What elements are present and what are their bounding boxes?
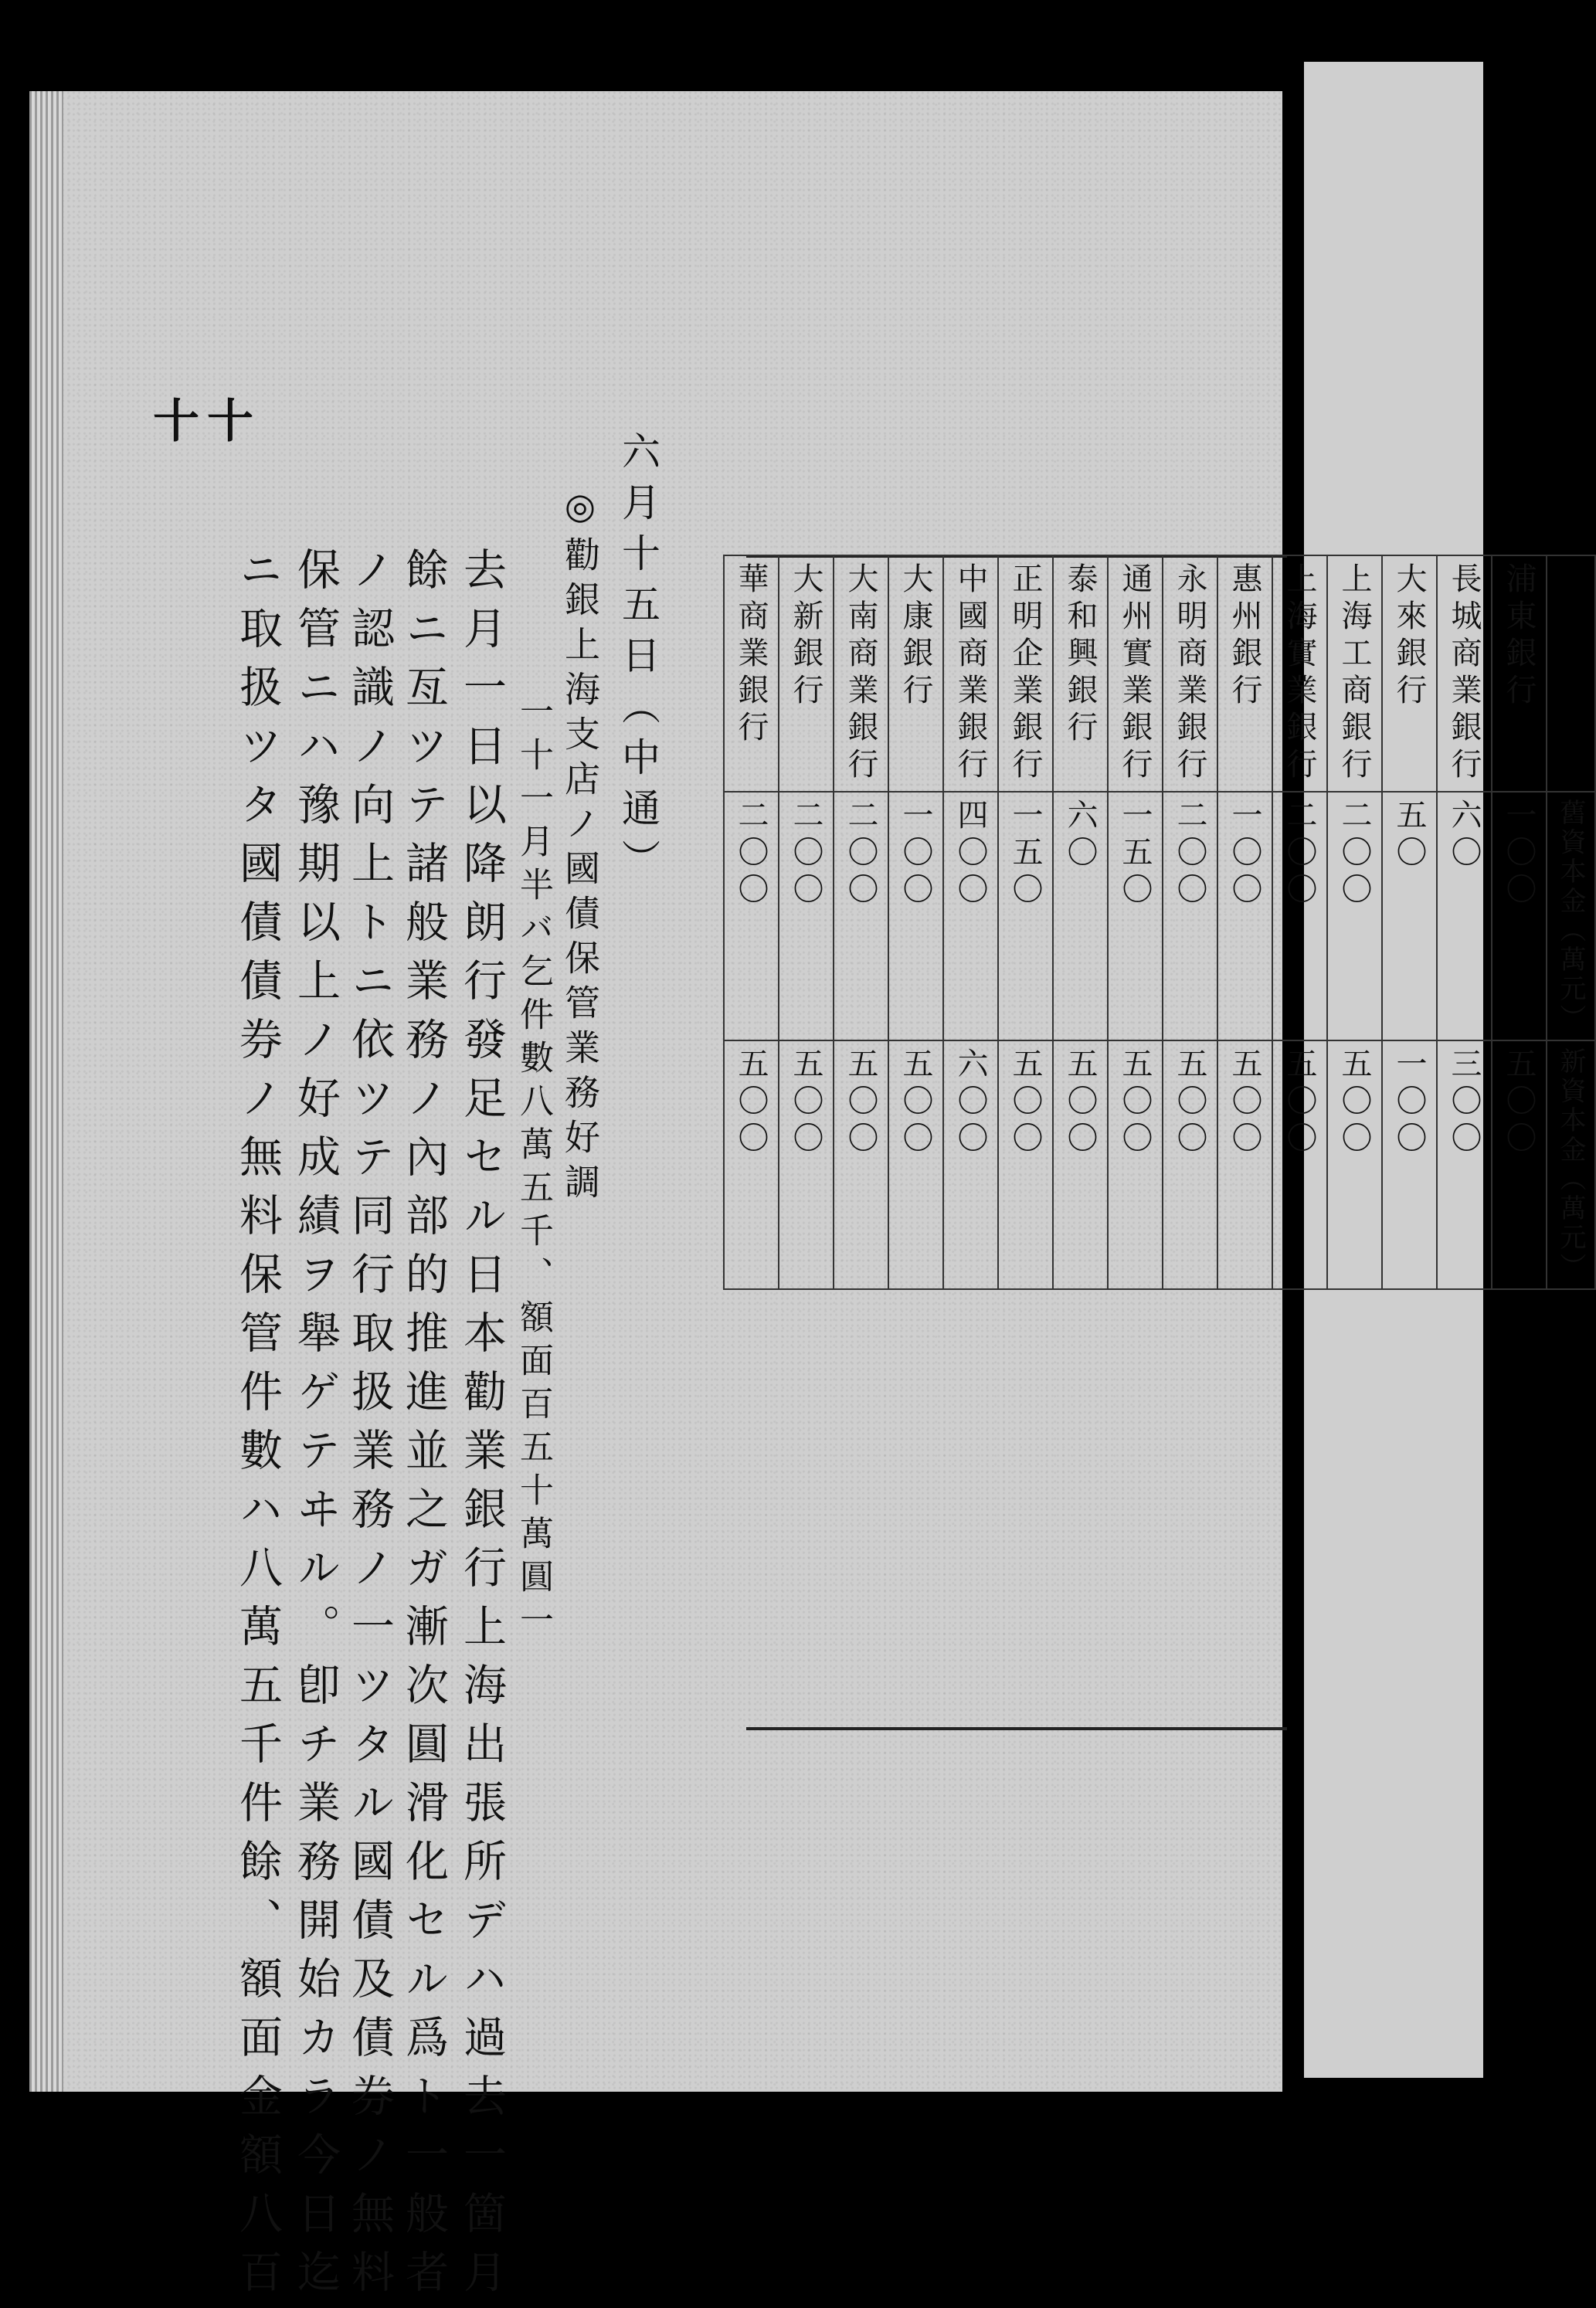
new-capital: 五〇〇 bbox=[1108, 1040, 1163, 1289]
old-capital: 一〇〇 bbox=[1217, 792, 1272, 1040]
header-old-capital: 舊資本金（萬元） bbox=[1547, 792, 1595, 1040]
new-capital: 五〇〇 bbox=[1217, 1040, 1272, 1289]
table-row bbox=[1272, 555, 1327, 1289]
new-capital: 五〇〇 bbox=[779, 1040, 834, 1289]
old-capital: 二〇〇 bbox=[834, 792, 888, 1040]
date-line: 六月十五日（中通） bbox=[616, 431, 660, 890]
table-row bbox=[1437, 555, 1492, 1289]
old-capital: 六〇 bbox=[1053, 792, 1108, 1040]
bank-name: 大新銀行 bbox=[779, 555, 834, 792]
new-capital: 五〇〇 bbox=[1053, 1040, 1108, 1289]
new-capital: 五〇〇 bbox=[1163, 1040, 1217, 1289]
new-capital: 五〇〇 bbox=[888, 1040, 943, 1289]
table-row bbox=[1382, 555, 1437, 1289]
new-capital: 五〇〇 bbox=[998, 1040, 1053, 1289]
table-row bbox=[834, 555, 888, 1289]
page-edge bbox=[29, 91, 63, 2092]
table-row bbox=[998, 555, 1053, 1289]
bank-name: 大南商業銀行 bbox=[834, 555, 888, 792]
old-capital: 一〇〇 bbox=[1492, 792, 1547, 1040]
old-capital: 四〇〇 bbox=[943, 792, 998, 1040]
bank-name: 大來銀行 bbox=[1382, 555, 1437, 792]
new-capital: 三〇〇 bbox=[1437, 1040, 1492, 1289]
bank-name: 大康銀行 bbox=[888, 555, 943, 792]
body-line-1: 去月一日以降朗行發足セル日本勸業銀行上海出張所デハ過去一箇月 bbox=[457, 547, 507, 2308]
old-capital: 五〇 bbox=[1382, 792, 1437, 1040]
old-capital: 二〇〇 bbox=[779, 792, 834, 1040]
bank-name: 泰和興銀行 bbox=[1053, 555, 1108, 792]
old-capital: 二〇〇 bbox=[1163, 792, 1217, 1040]
table-row bbox=[1327, 555, 1382, 1289]
table-row bbox=[1053, 555, 1108, 1289]
body-line-4: 保管ニハ豫期以上ノ好成績ヲ舉ゲテヰル。卽チ業務開始カラ今日迄 bbox=[290, 547, 341, 2308]
bank-name: 浦東銀行 bbox=[1492, 555, 1547, 792]
bank-name: 中國商業銀行 bbox=[943, 555, 998, 792]
body-line-5: ニ取扱ツタ國債債券ノ無料保管件數ハ八萬五千件餘、額面金額八百 bbox=[233, 547, 283, 2308]
table-row bbox=[1108, 555, 1163, 1289]
table-row bbox=[1217, 555, 1272, 1289]
body-line-2: 餘ニ亙ツテ諸般業務ノ內部的推進並之ガ漸次圓滑化セル爲ト一般者 bbox=[399, 547, 449, 2308]
bank-name: 惠州銀行 bbox=[1217, 555, 1272, 792]
old-capital: 六〇 bbox=[1437, 792, 1492, 1040]
header-new-capital: 新資本金（萬元） bbox=[1547, 1040, 1595, 1289]
table-header-row bbox=[1547, 555, 1595, 1289]
old-capital: 一〇〇 bbox=[888, 792, 943, 1040]
bank-name: 正明企業銀行 bbox=[998, 555, 1053, 792]
bank-name: 上海工商銀行 bbox=[1327, 555, 1382, 792]
article-headline: ◎勸銀上海支店ノ國債保管業務好調 bbox=[559, 485, 601, 1208]
bank-name: 永明商業銀行 bbox=[1163, 555, 1217, 792]
new-capital: 五〇〇 bbox=[834, 1040, 888, 1289]
new-capital: 五〇〇 bbox=[1272, 1040, 1327, 1289]
capital-table bbox=[723, 555, 1596, 1290]
new-capital: 五〇〇 bbox=[1327, 1040, 1382, 1289]
table-row bbox=[1492, 555, 1547, 1289]
article-subheadline: 一十一月半バ乞件數八萬五千、額面百五十萬圓一 bbox=[514, 694, 553, 1645]
bank-name: 上海實業銀行 bbox=[1272, 555, 1327, 792]
old-capital: 一五〇 bbox=[998, 792, 1053, 1040]
table-row bbox=[888, 555, 943, 1289]
table-row bbox=[943, 555, 998, 1289]
new-capital: 五〇〇 bbox=[1492, 1040, 1547, 1289]
old-capital: 二〇〇 bbox=[1272, 792, 1327, 1040]
body-line-3: ノ認識ノ向上トニ依ツテ同行取扱業務ノ一ツタル國債及債券ノ無料 bbox=[345, 547, 395, 2308]
table-row bbox=[1163, 555, 1217, 1289]
bank-name: 通州實業銀行 bbox=[1108, 555, 1163, 792]
old-capital: 二〇〇 bbox=[724, 792, 779, 1040]
bank-name: 華商業銀行 bbox=[724, 555, 779, 792]
bank-name: 長城商業銀行 bbox=[1437, 555, 1492, 792]
new-capital: 六〇〇 bbox=[943, 1040, 998, 1289]
old-capital: 二〇〇 bbox=[1327, 792, 1382, 1040]
new-capital: 五〇〇 bbox=[724, 1040, 779, 1289]
new-capital: 一〇〇 bbox=[1382, 1040, 1437, 1289]
capital-table-wrap bbox=[723, 555, 1586, 1729]
margin-mark: 十十 bbox=[153, 395, 261, 449]
old-capital: 一五〇 bbox=[1108, 792, 1163, 1040]
table-row bbox=[724, 555, 779, 1289]
table-row bbox=[779, 555, 834, 1289]
document-page bbox=[29, 91, 1586, 2308]
header-bank bbox=[1547, 555, 1595, 792]
